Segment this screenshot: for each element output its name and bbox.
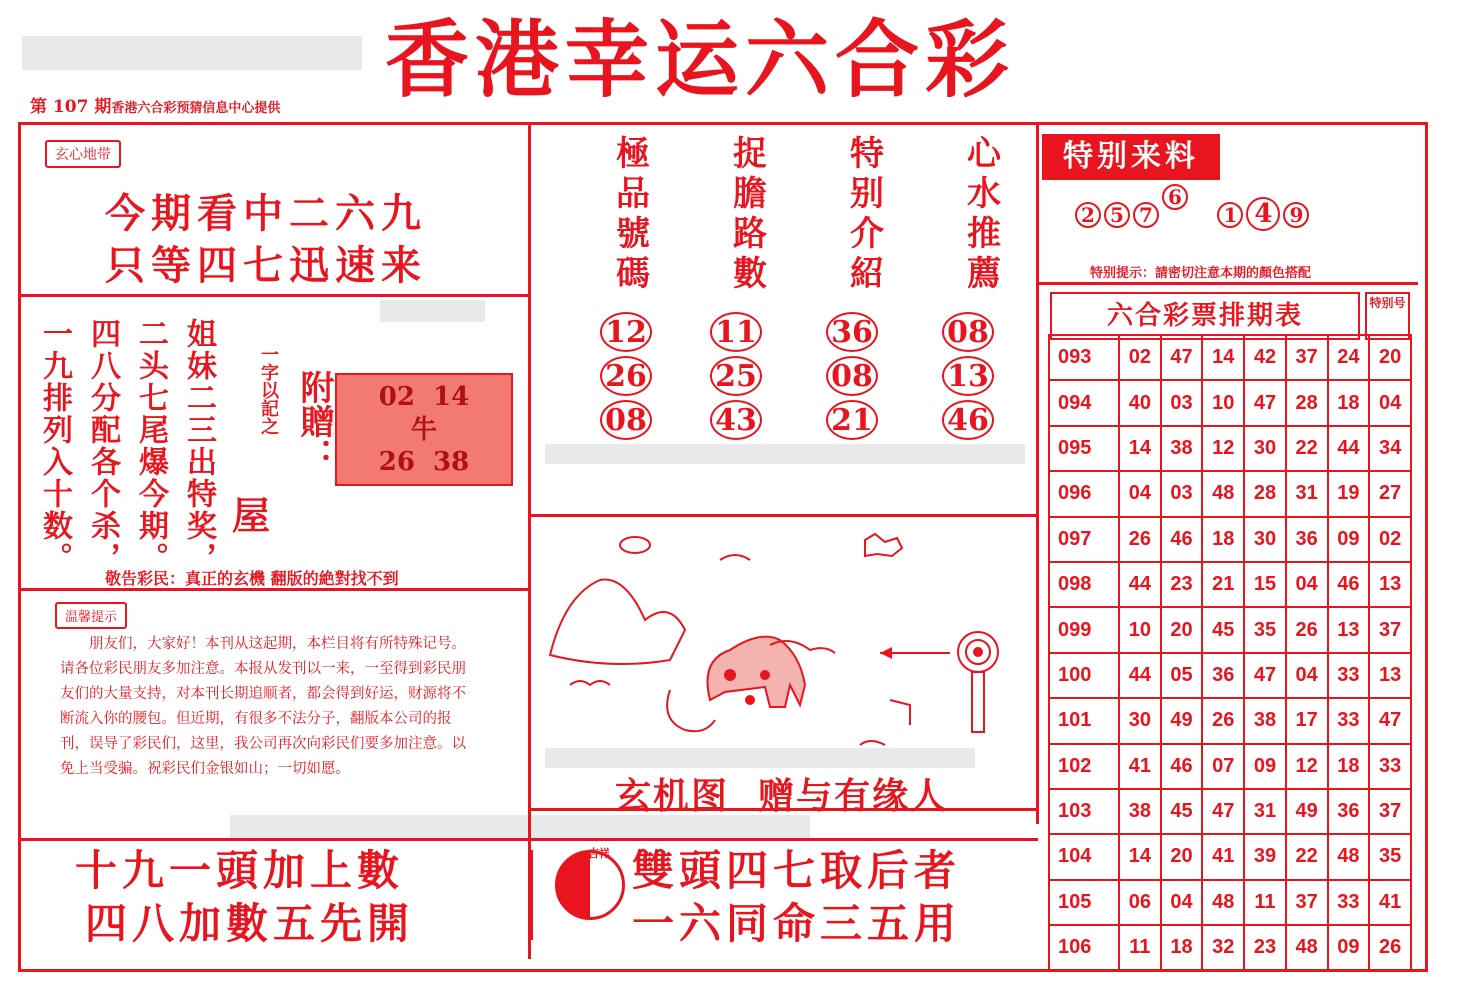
bird-icon [720, 555, 750, 560]
number-cell: 06 [1119, 880, 1161, 925]
number-cell: 23 [1244, 925, 1286, 970]
number-cell: 34 [1369, 426, 1411, 471]
pick-column [600, 135, 660, 295]
special-number: 6 [1162, 184, 1188, 210]
star-cloud-icon [865, 534, 902, 556]
number-cell: 18 [1328, 380, 1370, 425]
table-row [1049, 925, 1411, 970]
number-column [942, 312, 994, 440]
schedule-corner: 特别号 [1365, 292, 1410, 340]
number-cell: 30 [1244, 426, 1286, 471]
number-cell: 23 [1161, 562, 1203, 607]
number-cell: 47 [1369, 698, 1411, 743]
gift-label: 附贈： [294, 370, 334, 472]
number-cell: 48 [1328, 834, 1370, 879]
number-cell: 33 [1369, 744, 1411, 789]
number-cell: 07 [1202, 744, 1244, 789]
number-circle: 21 [826, 400, 878, 440]
divider [530, 514, 1038, 517]
number-cell: 20 [1161, 834, 1203, 879]
column-head: 捉膽路數 [726, 135, 767, 295]
section-tag: 玄心地带 [45, 140, 121, 168]
number-cell: 02 [1119, 335, 1161, 380]
table-row [1049, 335, 1411, 380]
number-cell: 38 [1161, 426, 1203, 471]
number-circle: 25 [710, 356, 762, 396]
number-cell: 44 [1328, 426, 1370, 471]
number-cell: 37 [1286, 880, 1328, 925]
period-cell: 098 [1049, 562, 1119, 607]
number-cell: 33 [1328, 880, 1370, 925]
zodiac-hint: 一字以記之 [258, 345, 279, 435]
number-cell: 26 [1286, 607, 1328, 652]
number-cell: 14 [1119, 426, 1161, 471]
number-cell: 48 [1202, 471, 1244, 516]
number-cell: 04 [1119, 471, 1161, 516]
divider [20, 294, 530, 297]
number-cell: 30 [1244, 517, 1286, 562]
number-cell: 10 [1119, 607, 1161, 652]
period-cell: 106 [1049, 925, 1119, 970]
period-cell: 102 [1049, 744, 1119, 789]
number-cell: 48 [1286, 925, 1328, 970]
number-cell: 37 [1286, 335, 1328, 380]
column-head: 極品號碼 [609, 135, 650, 295]
divider [528, 124, 531, 959]
special-number: 5 [1104, 202, 1130, 228]
number-cell: 35 [1369, 834, 1411, 879]
bottom-slogan-1: 十九一頭加上數 [75, 846, 405, 895]
column-head: 特别介紹 [843, 135, 884, 295]
number-cell: 46 [1328, 562, 1370, 607]
table-row [1049, 517, 1411, 562]
verse-column: 二头七尾爆今期。 [133, 318, 168, 574]
number-cell: 15 [1244, 562, 1286, 607]
gift-row: 牛 [410, 414, 437, 445]
number-circle: 46 [942, 400, 994, 440]
blank-bar [22, 36, 362, 70]
number-cell: 26 [1202, 698, 1244, 743]
number-cell: 18 [1161, 925, 1203, 970]
bottom-slogan-2: 四八加數五先開 [85, 899, 415, 948]
number-cell: 09 [1244, 744, 1286, 789]
number-cell: 46 [1161, 517, 1203, 562]
number-cell: 31 [1244, 789, 1286, 834]
number-cell: 30 [1119, 698, 1161, 743]
special-number: 9 [1283, 202, 1309, 228]
number-cell: 47 [1202, 789, 1244, 834]
number-cell: 03 [1161, 471, 1203, 516]
period-cell: 093 [1049, 335, 1119, 380]
table-row [1049, 653, 1411, 698]
issue-number: 第 107 期 [30, 97, 112, 117]
number-cell: 39 [1244, 834, 1286, 879]
number-cell: 48 [1202, 880, 1244, 925]
number-cell: 44 [1119, 653, 1161, 698]
notice-text: 朋友们，大家好！本刊从这起期，本栏目将有所特殊记号。请各位彩民朋友多加注意。本报从发刊以一来，一至得到彩民朋友们的大量支持，对本刊长期追顺者，都会得到好运，财源将不断流入你的腰包。但近期，有很多不法分子，翻版本公司的报刊，误导了彩民们，这里，我公司再次向彩民们要多加注意。以免上当受骗。祝彩民们金银如山；一切如愿。 [60, 636, 466, 777]
number-cell: 09 [1328, 517, 1370, 562]
number-cell: 14 [1202, 335, 1244, 380]
number-cell: 28 [1286, 380, 1328, 425]
number-cell: 40 [1119, 380, 1161, 425]
number-circle: 11 [710, 312, 762, 352]
number-cell: 45 [1161, 789, 1203, 834]
verse-column: 一九排列入十数。 [37, 318, 72, 574]
number-cell: 41 [1202, 834, 1244, 879]
number-circle: 26 [600, 356, 652, 396]
divider [20, 838, 1038, 841]
number-cell: 36 [1286, 517, 1328, 562]
number-cell: 42 [1244, 335, 1286, 380]
number-circle: 43 [710, 400, 762, 440]
number-cell: 36 [1328, 789, 1370, 834]
warning-text: 敬告彩民：真正的玄機 翻版的絶對找不到 [105, 569, 399, 588]
slogan-line-2: 只等四七迅速来 [105, 242, 427, 289]
number-cell: 13 [1369, 562, 1411, 607]
number-cell: 24 [1328, 335, 1370, 380]
number-cell: 44 [1119, 562, 1161, 607]
pick-column [717, 135, 777, 295]
gift-row: 02 14 [378, 382, 470, 412]
schedule-title: 六合彩票排期表 [1050, 292, 1360, 340]
verse-column: 四八分配各个杀， [85, 318, 120, 574]
number-cell: 19 [1328, 471, 1370, 516]
special-number: 7 [1133, 202, 1159, 228]
special-number: 4 [1246, 197, 1280, 231]
number-cell: 04 [1161, 880, 1203, 925]
number-cell: 47 [1244, 380, 1286, 425]
verse-column: 姐妹二三出特奖， [181, 318, 216, 574]
number-cell: 41 [1119, 744, 1161, 789]
slogan-line-1: 今期看中二六九 [105, 190, 427, 237]
table-row [1049, 607, 1411, 652]
number-cell: 36 [1202, 653, 1244, 698]
number-cell: 03 [1161, 380, 1203, 425]
table-row [1049, 789, 1411, 834]
gift-row: 26 38 [378, 447, 470, 477]
number-cell: 49 [1161, 698, 1203, 743]
issue-label [30, 92, 280, 117]
number-circle: 12 [600, 312, 652, 352]
period-cell: 095 [1049, 426, 1119, 471]
period-cell: 103 [1049, 789, 1119, 834]
number-cell: 33 [1328, 698, 1370, 743]
table-row [1049, 380, 1411, 425]
number-cell: 47 [1161, 335, 1203, 380]
source-label: 香港六合彩预猜信息中心提供 [111, 101, 281, 116]
number-cell: 26 [1369, 925, 1411, 970]
period-cell: 094 [1049, 380, 1119, 425]
dog-icon [708, 637, 806, 707]
number-cell: 37 [1369, 789, 1411, 834]
special-tag: 特别来料 [1042, 134, 1220, 180]
number-cell: 12 [1286, 744, 1328, 789]
number-cell: 45 [1202, 607, 1244, 652]
number-cell: 04 [1286, 562, 1328, 607]
number-cell: 13 [1369, 653, 1411, 698]
number-cell: 37 [1369, 607, 1411, 652]
number-cell: 12 [1202, 426, 1244, 471]
number-cell: 28 [1244, 471, 1286, 516]
pick-column [951, 135, 1011, 295]
number-column [826, 312, 878, 440]
number-circle: 08 [826, 356, 878, 396]
number-cell: 27 [1369, 471, 1411, 516]
number-cell: 04 [1369, 380, 1411, 425]
number-cell: 10 [1202, 380, 1244, 425]
number-cell: 11 [1244, 880, 1286, 925]
table-row [1049, 471, 1411, 516]
number-column [600, 312, 652, 440]
period-cell: 097 [1049, 517, 1119, 562]
special-hint: 特别提示：請密切注意本期的顏色搭配 [1090, 266, 1312, 281]
number-cell: 49 [1286, 789, 1328, 834]
table-row [1049, 880, 1411, 925]
divider [530, 850, 533, 940]
divider [1036, 124, 1039, 824]
period-cell: 105 [1049, 880, 1119, 925]
number-cell: 20 [1161, 607, 1203, 652]
period-cell: 100 [1049, 653, 1119, 698]
number-cell: 32 [1202, 925, 1244, 970]
special-numbers [1075, 185, 1312, 231]
number-cell: 02 [1369, 517, 1411, 562]
column-head: 心水推薦 [960, 135, 1001, 295]
number-cell: 20 [1369, 335, 1411, 380]
mountain-icon [550, 580, 685, 665]
drawing-caption: 玄机图 赠与有缘人 [615, 775, 949, 817]
period-cell: 104 [1049, 834, 1119, 879]
table-row [1049, 698, 1411, 743]
number-cell: 14 [1119, 834, 1161, 879]
page-title: 香港幸运六合彩 [385, 10, 1016, 109]
bottom-slogan-4: 一六同命三五用 [632, 899, 962, 948]
number-circle: 08 [942, 312, 994, 352]
number-cell: 47 [1244, 653, 1286, 698]
number-cell: 21 [1202, 562, 1244, 607]
mystery-drawing [540, 525, 1020, 755]
number-cell: 38 [1119, 789, 1161, 834]
notice-tag: 温馨提示 [55, 602, 127, 629]
number-cell: 46 [1161, 744, 1203, 789]
number-cell: 05 [1161, 653, 1203, 698]
cloud-icon [620, 537, 650, 553]
number-cell: 18 [1202, 517, 1244, 562]
zodiac-char: 屋 [232, 493, 271, 538]
number-cell: 35 [1244, 607, 1286, 652]
number-circle: 08 [600, 400, 652, 440]
number-circle: 36 [826, 312, 878, 352]
number-column [710, 312, 762, 440]
table-row [1049, 744, 1411, 789]
number-cell: 17 [1286, 698, 1328, 743]
number-cell: 18 [1328, 744, 1370, 789]
bottom-slogan-3: 雙頭四七取后者 [632, 846, 962, 895]
period-cell: 101 [1049, 698, 1119, 743]
table-row [1049, 562, 1411, 607]
number-cell: 09 [1328, 925, 1370, 970]
number-cell: 13 [1328, 607, 1370, 652]
schedule-table [1048, 334, 1412, 971]
number-cell: 33 [1328, 653, 1370, 698]
table-row [1049, 834, 1411, 879]
yin-yang-badge: 吉祥 [588, 847, 610, 860]
number-cell: 41 [1369, 880, 1411, 925]
number-circle: 13 [942, 356, 994, 396]
number-cell: 22 [1286, 834, 1328, 879]
number-cell: 04 [1286, 653, 1328, 698]
divider [1038, 282, 1418, 285]
period-cell: 099 [1049, 607, 1119, 652]
number-cell: 38 [1244, 698, 1286, 743]
table-row [1049, 426, 1411, 471]
number-cell: 26 [1119, 517, 1161, 562]
period-cell: 096 [1049, 471, 1119, 516]
special-number: 1 [1217, 202, 1243, 228]
special-number: 2 [1075, 202, 1101, 228]
pick-column [834, 135, 894, 295]
gift-box [335, 373, 513, 486]
number-cell: 31 [1286, 471, 1328, 516]
number-cell: 22 [1286, 426, 1328, 471]
number-cell: 11 [1119, 925, 1161, 970]
